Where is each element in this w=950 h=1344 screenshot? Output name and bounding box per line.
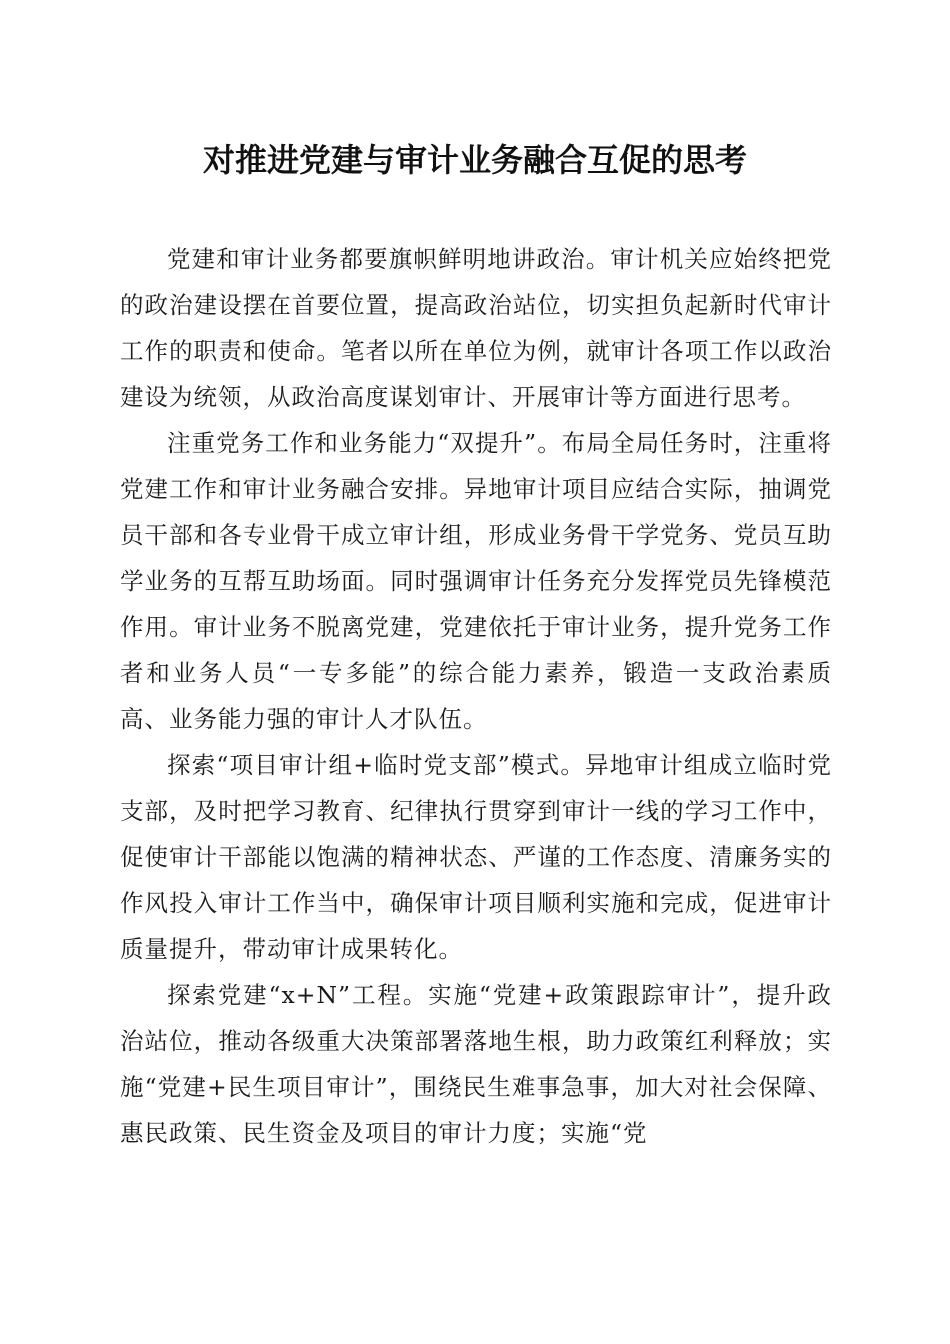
document-title: 对推进党建与审计业务融合互促的思考	[202, 141, 747, 179]
paragraph-2: 注重党务工作和业务能力“双提升”。布局全局任务时，注重将党建工作和审计业务融合安排。异地审计项目应结合实际，抽调党员干部和各专业骨干成立审计组，形成业务骨干学党务、党员互助学业务的互帮互助场面。同时强调审计任务充分发挥党员先锋模范作用。审计业务不脱离党建，党建依托于审计业务，提升党务工作者和业务人员“一专多能”的综合能力素养，锻造一支政治素质高、业务能力强的审计人才队伍。	[120, 429, 832, 733]
paragraph-3: 探索“项目审计组+临时党支部”模式。异地审计组成立临时党支部，及时把学习教育、纪律执行贯穿到审计一线的学习工作中，促使审计干部能以饱满的精神状态、严谨的工作态度、清廉务实的作风投入审计工作当中，确保审计项目顺利实施和完成，促进审计质量提升，带动审计成果转化。	[120, 751, 832, 963]
document-body	[120, 236, 832, 1156]
paragraph-1: 党建和审计业务都要旗帜鲜明地讲政治。审计机关应始终把党的政治建设摆在首要位置，提高政治站位，切实担负起新时代审计工作的职责和使命。笔者以所在单位为例，就审计各项工作以政治建设为统领，从政治高度谋划审计、开展审计等方面进行思考。	[120, 245, 832, 411]
paragraph-4: 探索党建“x+N”工程。实施“党建+政策跟踪审计”，提升政治站位，推动各级重大决策部署落地生根，助力政策红利释放；实施“党建+民生项目审计”，围绕民生难事急事，加大对社会保障、惠民政策、民生资金及项目的审计力度；实施“党	[120, 981, 832, 1147]
